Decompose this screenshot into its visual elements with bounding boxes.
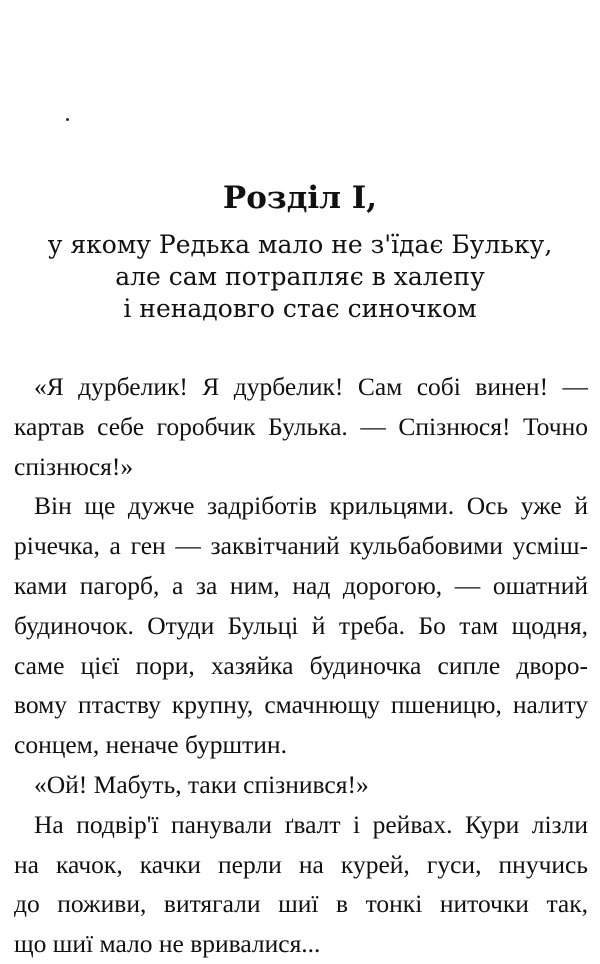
text-line: ками пагорб, а за ним, над дорогою, — ошатний	[14, 570, 588, 600]
chapter-title: Розділ I,	[222, 180, 378, 216]
text-line: «Я дурбелик! Я дурбелик! Сам собі винен! —	[34, 372, 588, 401]
text-line: сонцем, неначе бурштин.	[14, 730, 287, 760]
text-line: на качок, качки перли на курей, гуси, пнучись	[14, 849, 588, 879]
text-line: що шиї мало не вривалися...	[14, 929, 321, 959]
text-line: «Ой! Мабуть, таки спізнився!»	[34, 769, 369, 799]
page-speck	[66, 118, 69, 121]
subtitle-line: але сам потрапляє в халепу	[115, 262, 485, 291]
text-line: Він ще дужче задріботів крильцями. Ось уже й	[34, 491, 588, 521]
text-line: річечка, а ген — заквітчаний кульбабовими усміш-	[14, 531, 588, 561]
text-line: спізнюся!»	[14, 451, 134, 481]
text-line: будиночок. Отуди Бульці й треба. Бо там щодня,	[14, 610, 588, 640]
text-line: саме цієї пори, хазяйка будиночка сипле дворо-	[14, 650, 588, 680]
text-line: до поживи, витягали шиї в тонкі ниточки так,	[14, 889, 588, 919]
subtitle-line: і ненадовго стає синочком	[123, 294, 477, 323]
chapter-body	[14, 367, 588, 964]
subtitle-line: у якому Редька мало не з'їдає Бульку,	[47, 230, 553, 259]
chapter-subtitle	[20, 229, 580, 325]
text-line: вому птаству крупну, смачнющу пшеницю, налиту	[14, 690, 588, 720]
text-line: картав себе горобчик Булька. — Спізнюся! Точно	[14, 411, 588, 441]
text-line: На подвір'ї панували ґвалт і рейвах. Кури лізли	[34, 809, 588, 839]
